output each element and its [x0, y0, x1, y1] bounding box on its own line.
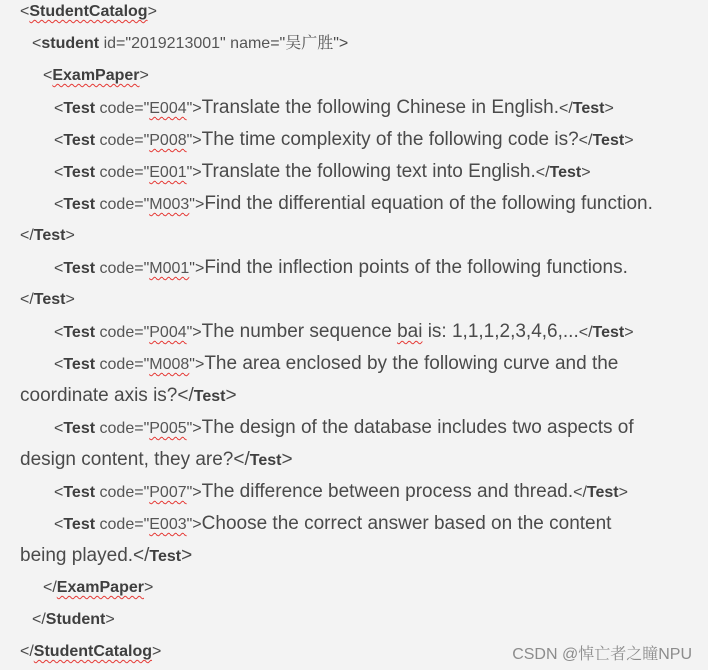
test-close-tag: Test [592, 132, 625, 149]
test-code: E004 [149, 100, 187, 117]
student-open-tag: student [41, 35, 100, 52]
test-code: M001 [149, 260, 190, 277]
test-tag: Test [63, 420, 96, 437]
catalog-open-tag: StudentCatalog [29, 3, 148, 20]
test-line-continued: coordinate axis is?</Test> [20, 385, 237, 406]
student-close-tag: Student [45, 611, 106, 628]
test-tag: Test [63, 484, 96, 501]
test-line: <Test code="E004">Translate the following Chinese in English.</Test> [54, 97, 614, 118]
exampaper-open-line: <ExamPaper> [43, 67, 149, 84]
test-close-line: </Test> [20, 291, 75, 308]
exampaper-close-tag: ExamPaper [56, 579, 144, 596]
catalog-open-line: <StudentCatalog> [20, 3, 157, 20]
student-open-line: <student id="2019213001" name="吴广胜"> [32, 35, 349, 52]
test-line: <Test code="M003">Find the differential equation of the following function. [54, 193, 653, 214]
test-code: P004 [149, 324, 187, 341]
test-line-continued: design content, they are?</Test> [20, 449, 293, 470]
test-content: Translate the following text into English. [201, 161, 536, 182]
student-name-attr: name [230, 35, 271, 52]
test-line: <Test code="M008">The area enclosed by the following curve and the [54, 353, 619, 374]
test-content: design content, they are? [20, 449, 234, 470]
student-id-value: 2019213001 [131, 35, 221, 52]
test-tag: Test [63, 196, 96, 213]
test-content: Choose the correct answer based on the content [201, 513, 612, 534]
test-tag: Test [63, 100, 96, 117]
test-content: The area enclosed by the following curve and the [204, 353, 619, 374]
code-attr: code [99, 324, 135, 341]
test-close-tag: Test [249, 452, 282, 469]
test-close-tag: Test [549, 164, 582, 181]
code-attr: code [99, 260, 135, 277]
test-line: <Test code="E001">Translate the following text into English.</Test> [54, 161, 591, 182]
code-attr: code [99, 164, 135, 181]
code-attr: code [99, 420, 135, 437]
code-attr: code [99, 196, 135, 213]
test-line: <Test code="P004">The number sequence bai is: 1,1,1,2,3,4,6,...</Test> [54, 321, 634, 342]
test-content: coordinate axis is? [20, 385, 178, 406]
test-line: <Test code="P005">The design of the database includes two aspects of [54, 417, 634, 438]
student-name-value: 吴广胜 [285, 35, 334, 52]
test-line-continued: being played.</Test> [20, 545, 193, 566]
test-content: The number sequence [201, 321, 398, 342]
test-tag: Test [63, 260, 96, 277]
test-tag: Test [63, 132, 96, 149]
code-attr: code [99, 516, 135, 533]
test-content: is: 1,1,1,2,3,4,6,... [422, 321, 579, 342]
csdn-watermark: CSDN @悼亡者之瞳NPU [512, 646, 692, 663]
catalog-close-line: </StudentCatalog> [20, 643, 162, 660]
code-attr: code [99, 484, 135, 501]
test-line: <Test code="P007">The difference between process and thread.</Test> [54, 481, 628, 502]
test-code: P007 [149, 484, 187, 501]
test-close-tag: Test [586, 484, 619, 501]
test-line: <Test code="E003">Choose the correct answer based on the content [54, 513, 612, 534]
code-attr: code [99, 132, 135, 149]
student-close-line: </Student> [32, 611, 115, 628]
test-code: E003 [149, 516, 187, 533]
test-close-tag: Test [592, 324, 625, 341]
exampaper-open-tag: ExamPaper [52, 67, 140, 84]
test-close-tag: Test [33, 227, 66, 244]
test-close-tag: Test [149, 548, 182, 565]
student-id-attr: id [103, 35, 117, 52]
test-line: <Test code="M001">Find the inflection points of the following functions. [54, 257, 628, 278]
test-code: P008 [149, 132, 187, 149]
catalog-close-tag: StudentCatalog [33, 643, 153, 660]
code-attr: code [99, 356, 135, 373]
test-content: The time complexity of the following code is? [201, 129, 579, 150]
test-close-line: </Test> [20, 227, 75, 244]
test-content: The design of the database includes two aspects of [201, 417, 634, 438]
code-attr: code [99, 100, 135, 117]
test-tag: Test [63, 164, 96, 181]
test-line: <Test code="P008">The time complexity of the following code is?</Test> [54, 129, 634, 150]
test-content: Translate the following Chinese in English. [201, 97, 559, 118]
test-code: P005 [149, 420, 187, 437]
test-content: The difference between process and thread. [201, 481, 574, 502]
test-close-tag: Test [572, 100, 605, 117]
test-content-misspelled: bai [397, 321, 423, 342]
test-code: E001 [149, 164, 187, 181]
test-content: being played. [20, 545, 134, 566]
test-code: M008 [149, 356, 190, 373]
test-tag: Test [63, 516, 96, 533]
test-code: M003 [149, 196, 190, 213]
exampaper-close-line: </ExamPaper> [43, 579, 154, 596]
test-close-tag: Test [193, 388, 226, 405]
test-close-tag: Test [33, 291, 66, 308]
test-tag: Test [63, 324, 96, 341]
test-content: Find the differential equation of the following function. [204, 193, 653, 214]
test-content: Find the inflection points of the following functions. [204, 257, 628, 278]
test-tag: Test [63, 356, 96, 373]
